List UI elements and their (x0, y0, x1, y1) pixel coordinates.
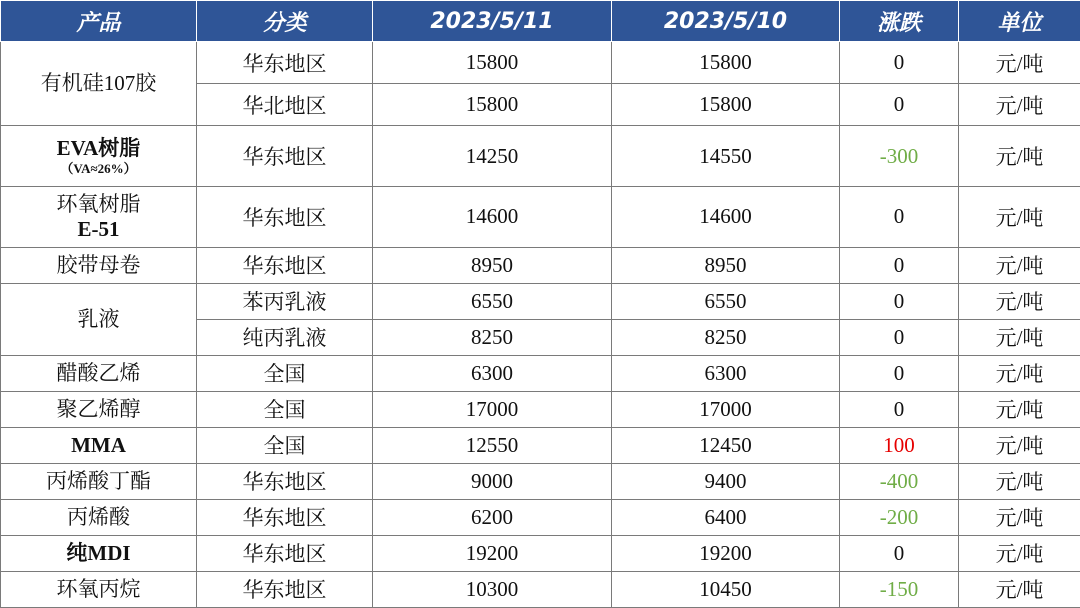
region-cell: 华东地区 (197, 247, 373, 283)
price-date1-cell: 8950 (373, 247, 612, 283)
table-row (1, 42, 1080, 84)
product-name: 环氧树脂 (56, 191, 141, 216)
change-cell: 0 (840, 319, 959, 355)
product-cell: 丙烯酸 (1, 499, 197, 535)
table-row (1, 427, 1080, 463)
region-cell: 华东地区 (197, 535, 373, 571)
region-cell: 华北地区 (197, 84, 373, 126)
product-cell: 醋酸乙烯 (1, 355, 197, 391)
unit-cell: 元/吨 (959, 247, 1080, 283)
unit-cell: 元/吨 (959, 427, 1080, 463)
product-name: EVA树脂 (56, 135, 141, 160)
price-date2-cell: 15800 (612, 84, 840, 126)
product-cell: 胶带母卷 (1, 247, 197, 283)
price-date1-cell: 10300 (373, 571, 612, 607)
change-cell: 0 (840, 535, 959, 571)
unit-cell: 元/吨 (959, 283, 1080, 319)
price-date1-cell: 6300 (373, 355, 612, 391)
change-cell: -400 (840, 463, 959, 499)
product-cell: 有机硅107胶 (1, 42, 197, 126)
unit-cell: 元/吨 (959, 499, 1080, 535)
price-date2-cell: 14550 (612, 126, 840, 187)
table-row (1, 535, 1080, 571)
price-date2-cell: 8250 (612, 319, 840, 355)
region-cell: 华东地区 (197, 187, 373, 248)
table-row (1, 126, 1080, 187)
table-row (1, 247, 1080, 283)
price-date1-cell: 9000 (373, 463, 612, 499)
price-date2-cell: 10450 (612, 571, 840, 607)
region-cell: 华东地区 (197, 42, 373, 84)
region-cell: 华东地区 (197, 463, 373, 499)
price-date2-cell: 19200 (612, 535, 840, 571)
change-cell: -300 (840, 126, 959, 187)
price-date1-cell: 12550 (373, 427, 612, 463)
change-cell: 0 (840, 391, 959, 427)
change-cell: 0 (840, 42, 959, 84)
price-date2-cell: 14600 (612, 187, 840, 248)
region-cell: 全国 (197, 355, 373, 391)
table-row (1, 391, 1080, 427)
price-date2-cell: 12450 (612, 427, 840, 463)
unit-cell: 元/吨 (959, 571, 1080, 607)
price-date2-cell: 17000 (612, 391, 840, 427)
table-row (1, 463, 1080, 499)
unit-cell: 元/吨 (959, 187, 1080, 248)
table-row (1, 499, 1080, 535)
change-cell: 0 (840, 187, 959, 248)
region-cell: 华东地区 (197, 499, 373, 535)
price-date2-cell: 6550 (612, 283, 840, 319)
price-date1-cell: 14600 (373, 187, 612, 248)
product-cell: MMA (1, 427, 197, 463)
header-unit: 单位 (959, 1, 1080, 42)
region-cell: 苯丙乳液 (197, 283, 373, 319)
region-cell: 全国 (197, 427, 373, 463)
table-row (1, 355, 1080, 391)
product-cell: 聚乙烯醇 (1, 391, 197, 427)
product-subtitle: （VA≈26%） (60, 161, 137, 177)
price-date2-cell: 9400 (612, 463, 840, 499)
region-cell: 纯丙乳液 (197, 319, 373, 355)
change-cell: 0 (840, 355, 959, 391)
unit-cell: 元/吨 (959, 319, 1080, 355)
change-cell: -150 (840, 571, 959, 607)
product-cell: 丙烯酸丁酯 (1, 463, 197, 499)
product-cell (1, 126, 197, 187)
region-cell: 华东地区 (197, 571, 373, 607)
product-cell (1, 187, 197, 248)
table-row (1, 187, 1080, 248)
product-cell: 纯MDI (1, 535, 197, 571)
unit-cell: 元/吨 (959, 42, 1080, 84)
change-cell: 0 (840, 247, 959, 283)
price-date2-cell: 8950 (612, 247, 840, 283)
price-date1-cell: 15800 (373, 42, 612, 84)
header-change: 涨跌 (840, 1, 959, 42)
change-cell: -200 (840, 499, 959, 535)
price-date1-cell: 17000 (373, 391, 612, 427)
price-date1-cell: 6200 (373, 499, 612, 535)
header-category: 分类 (197, 1, 373, 42)
price-date1-cell: 6550 (373, 283, 612, 319)
change-cell: 100 (840, 427, 959, 463)
product-cell: 乳液 (1, 283, 197, 355)
price-date1-cell: 19200 (373, 535, 612, 571)
price-date2-cell: 15800 (612, 42, 840, 84)
price-date2-cell: 6400 (612, 499, 840, 535)
header-date-2: 2023/5/10 (612, 1, 840, 42)
table-row (1, 283, 1080, 319)
price-date2-cell: 6300 (612, 355, 840, 391)
header-row (1, 1, 1080, 42)
unit-cell: 元/吨 (959, 391, 1080, 427)
product-grade: E-51 (77, 216, 120, 241)
change-cell: 0 (840, 84, 959, 126)
unit-cell: 元/吨 (959, 355, 1080, 391)
header-date-1: 2023/5/11 (373, 1, 612, 42)
region-cell: 华东地区 (197, 126, 373, 187)
unit-cell: 元/吨 (959, 535, 1080, 571)
product-cell: 环氧丙烷 (1, 571, 197, 607)
table-row (1, 571, 1080, 607)
header-product: 产品 (1, 1, 197, 42)
region-cell: 全国 (197, 391, 373, 427)
price-date1-cell: 14250 (373, 126, 612, 187)
unit-cell: 元/吨 (959, 84, 1080, 126)
unit-cell: 元/吨 (959, 463, 1080, 499)
price-date1-cell: 15800 (373, 84, 612, 126)
change-cell: 0 (840, 283, 959, 319)
price-date1-cell: 8250 (373, 319, 612, 355)
unit-cell: 元/吨 (959, 126, 1080, 187)
